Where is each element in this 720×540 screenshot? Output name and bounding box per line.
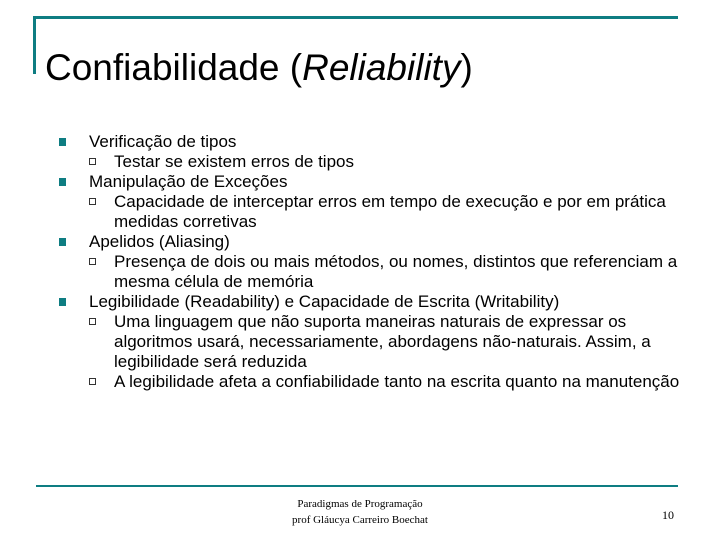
hollow-square-bullet-icon	[89, 318, 96, 325]
sub-bullet-item	[56, 372, 696, 392]
sub-bullet-item	[56, 152, 696, 172]
square-bullet-icon	[59, 238, 66, 246]
footer-divider	[36, 485, 678, 487]
bullet-item	[56, 232, 696, 252]
sub-bullet-item	[56, 252, 696, 292]
sub-bullet-text: Presença de dois ou mais métodos, ou nomes, distintos que referenciam a mesma célula de memória	[114, 252, 678, 291]
sub-bullet-text: Uma linguagem que não suporta maneiras naturais de expressar os algoritmos usará, necessariamente, abordagens não-naturais. Assim, a legibilidade será reduzida	[114, 312, 651, 371]
bullet-text: Manipulação de Exceções	[89, 172, 288, 191]
hollow-square-bullet-icon	[89, 378, 96, 385]
footer-caption	[250, 496, 470, 528]
hollow-square-bullet-icon	[89, 198, 96, 205]
title-main: Confiabilidade (	[45, 47, 303, 88]
sub-bullet-text: Testar se existem erros de tipos	[114, 152, 354, 171]
bullet-text: Legibilidade (Readability) e Capacidade de Escrita (Writability)	[89, 292, 560, 311]
title-italic: Reliability	[302, 47, 461, 88]
bullet-item	[56, 292, 696, 312]
page-number: 10	[662, 508, 674, 522]
sub-bullet-text: A legibilidade afeta a confiabilidade tanto na escrita quanto na manutenção	[114, 372, 680, 391]
hollow-square-bullet-icon	[89, 258, 96, 265]
sub-bullet-text: Capacidade de interceptar erros em tempo de execução e por em prática medidas corretivas	[114, 192, 666, 231]
bullet-text: Verificação de tipos	[89, 132, 237, 151]
sub-bullet-item	[56, 192, 696, 232]
frame-top-line	[33, 16, 678, 19]
square-bullet-icon	[59, 178, 66, 186]
square-bullet-icon	[59, 138, 66, 146]
title-end: )	[460, 47, 473, 88]
square-bullet-icon	[59, 298, 66, 306]
bullet-item	[56, 132, 696, 152]
hollow-square-bullet-icon	[89, 158, 96, 165]
footer-author: prof Gláucya Carreiro Boechat	[292, 514, 428, 526]
slide-title	[45, 44, 473, 92]
frame-left-line	[33, 16, 36, 74]
bullet-text: Apelidos (Aliasing)	[89, 232, 230, 251]
footer-course: Paradigmas de Programação	[297, 498, 423, 510]
sub-bullet-item	[56, 312, 696, 372]
bullet-list	[56, 132, 696, 392]
bullet-item	[56, 172, 696, 192]
